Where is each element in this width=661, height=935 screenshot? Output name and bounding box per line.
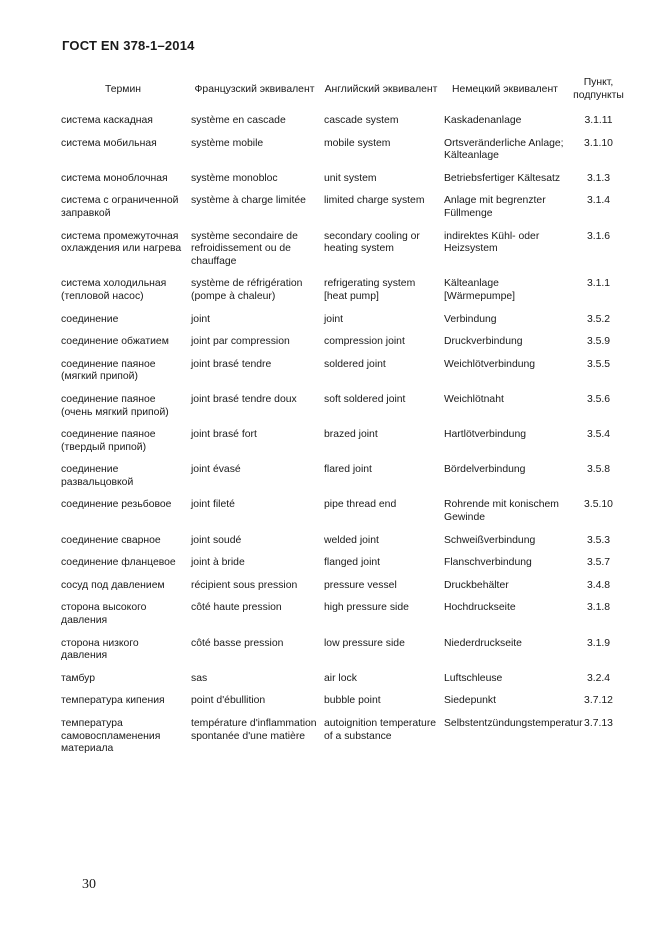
english-cell: compression joint — [324, 336, 405, 348]
german-cell: Hochdruckseite — [444, 602, 516, 614]
terms-table-header — [58, 75, 628, 113]
column-header-english: Английский эквивалент — [324, 83, 438, 95]
term-cell: тамбур — [61, 672, 96, 684]
english-cell: cascade system — [324, 115, 399, 126]
clause-cell: 3.1.3 — [586, 172, 611, 184]
english-cell: mobile system — [324, 137, 391, 149]
french-cell: joint évasé — [191, 464, 241, 476]
term-cell: сторона низкого давления — [61, 637, 139, 662]
clause-cell: 3.5.4 — [586, 429, 611, 441]
german-cell: Anlage mit begrenzter Füllmenge — [444, 195, 546, 219]
french-cell: joint soudé — [191, 534, 242, 546]
table-row — [58, 578, 628, 601]
clause-cell: 3.5.2 — [586, 313, 611, 325]
english-cell: flared joint — [324, 464, 372, 476]
clause-cell: 3.1.8 — [586, 602, 611, 614]
clause-cell: 3.5.9 — [586, 336, 611, 348]
column-header-term: Термин — [104, 83, 141, 95]
clause-cell: 3.1.11 — [584, 115, 613, 126]
german-cell: Selbstentzündungstemperatur — [444, 718, 583, 729]
english-cell: soft soldered joint — [324, 393, 406, 405]
term-cell: соединение — [61, 313, 119, 325]
table-row — [58, 462, 628, 497]
english-cell: joint — [324, 313, 344, 325]
term-cell: система с ограниченной заправкой — [61, 195, 179, 219]
terms-table — [58, 75, 628, 764]
german-cell: Rohrende mit konischem Gewinde — [444, 499, 559, 524]
german-cell: Bördelverbindung — [444, 464, 526, 476]
clause-cell: 3.4.8 — [586, 579, 611, 591]
french-cell: joint brasé fort — [191, 429, 257, 441]
clause-cell: 3.5.7 — [586, 557, 611, 569]
german-cell: Niederdruckseite — [444, 637, 522, 649]
english-cell: high pressure side — [324, 602, 409, 614]
english-cell: autoignition temperature of a substance — [324, 718, 437, 742]
table-row — [58, 427, 628, 462]
german-cell: Luftschleuse — [444, 672, 503, 684]
english-cell: air lock — [324, 672, 357, 684]
french-cell: point d'ébullition — [191, 695, 266, 707]
english-cell: brazed joint — [324, 429, 378, 441]
table-row — [58, 671, 628, 694]
term-cell: соединение паяное (мягкий припой) — [61, 358, 156, 383]
english-cell: welded joint — [324, 534, 379, 546]
german-cell: Weichlötnaht — [444, 393, 504, 405]
clause-cell: 3.5.6 — [586, 393, 611, 405]
clause-cell: 3.2.4 — [586, 672, 611, 684]
table-row — [58, 334, 628, 357]
table-row — [58, 392, 628, 427]
clause-cell: 3.1.1 — [586, 278, 611, 290]
french-cell: côté basse pression — [191, 637, 284, 649]
french-cell: système monobloc — [191, 172, 278, 184]
english-cell: secondary cooling or heating system — [324, 230, 420, 255]
english-cell: flanged joint — [324, 557, 381, 569]
term-cell: температура кипения — [61, 695, 165, 707]
german-cell: Druckbehälter — [444, 579, 509, 591]
english-cell: bubble point — [324, 695, 381, 707]
french-cell: côté haute pression — [191, 602, 282, 614]
term-cell: соединение обжатием — [61, 336, 169, 348]
german-cell: Druckverbindung — [444, 336, 523, 348]
german-cell: Verbindung — [444, 313, 497, 325]
column-header-french: Французский эквивалент — [194, 83, 315, 95]
terms-table-body — [58, 113, 628, 764]
french-cell: joint fileté — [191, 499, 235, 511]
clause-cell: 3.5.8 — [586, 464, 611, 476]
german-cell: Flanschverbindung — [444, 557, 532, 569]
english-cell: pipe thread end — [324, 499, 397, 511]
german-cell: Betriebsfertiger Kältesatz — [444, 172, 561, 184]
clause-cell: 3.7.13 — [584, 718, 613, 729]
term-cell: система каскадная — [61, 115, 153, 126]
term-cell: температура самовоспламенения материала — [61, 718, 161, 755]
german-cell: indirektes Kühl- oder Heizsystem — [444, 230, 540, 255]
table-row — [58, 533, 628, 556]
clause-cell: 3.5.3 — [586, 534, 611, 546]
clause-cell: 3.7.12 — [584, 695, 613, 707]
term-cell: соединение развальцовкой — [61, 464, 134, 488]
term-cell: сторона высокого давления — [61, 602, 147, 627]
table-row — [58, 171, 628, 194]
page-number: 30 — [82, 877, 96, 892]
term-cell: сосуд под давлением — [61, 579, 165, 591]
german-cell: Schweißverbindung — [444, 534, 536, 546]
table-row — [58, 113, 628, 136]
term-cell: соединение сварное — [61, 534, 161, 546]
column-header-clause: Пункт, подпункты — [573, 77, 624, 101]
table-row — [58, 276, 628, 311]
table-row — [58, 357, 628, 392]
table-row — [58, 693, 628, 716]
french-cell: système de réfrigération (pompe à chaleur) — [191, 278, 303, 302]
german-cell: Hartlötverbindung — [444, 429, 527, 441]
french-cell: joint brasé tendre — [191, 358, 272, 370]
term-cell: система мобильная — [61, 137, 157, 149]
table-row — [58, 312, 628, 335]
english-cell: limited charge system — [324, 195, 425, 207]
clause-cell: 3.1.6 — [586, 230, 611, 242]
english-cell: low pressure side — [324, 637, 405, 649]
term-cell: система промежуточная охлаждения или нагрева — [61, 230, 182, 255]
term-cell: система холодильная (тепловой насос) — [61, 278, 167, 302]
french-cell: récipient sous pression — [191, 579, 298, 591]
term-cell: соединение резьбовое — [61, 499, 172, 511]
german-cell: Kälteanlage [Wärmepumpe] — [444, 278, 516, 302]
term-cell: соединение паяное (твердый припой) — [61, 429, 156, 453]
table-row — [58, 555, 628, 578]
term-cell: соединение фланцевое — [61, 557, 176, 569]
french-cell: température d'inflammation spontanée d'une matière — [191, 718, 317, 742]
french-cell: système à charge limitée — [191, 195, 306, 207]
clause-cell: 3.5.10 — [584, 499, 613, 511]
english-cell: unit system — [324, 172, 377, 184]
header-row — [58, 75, 628, 113]
table-row — [58, 716, 628, 764]
document-header: ГОСТ EN 378-1–2014 — [62, 38, 195, 53]
term-cell: соединение паяное (очень мягкий припой) — [61, 393, 169, 418]
french-cell: système secondaire de refroidissement ou de chauffage — [191, 230, 298, 267]
table-row — [58, 193, 628, 228]
german-cell: Ortsveränderliche Anlage; Kälteanlage — [444, 137, 564, 162]
term-cell: система моноблочная — [61, 172, 168, 184]
table-row — [58, 136, 628, 171]
table-row — [58, 229, 628, 277]
table-row — [58, 497, 628, 532]
german-cell: Siedepunkt — [444, 695, 496, 707]
clause-cell: 3.1.4 — [586, 195, 611, 207]
english-cell: refrigerating system [heat pump] — [324, 278, 416, 302]
german-cell: Weichlötverbindung — [444, 358, 536, 370]
german-cell: Kaskadenanlage — [444, 115, 522, 126]
table-row — [58, 600, 628, 635]
table-row — [58, 636, 628, 671]
french-cell: sas — [191, 672, 208, 684]
french-cell: système mobile — [191, 137, 264, 149]
english-cell: soldered joint — [324, 358, 386, 370]
french-cell: joint brasé tendre doux — [191, 393, 297, 405]
french-cell: joint à bride — [191, 557, 245, 569]
clause-cell: 3.1.9 — [586, 637, 611, 649]
clause-cell: 3.5.5 — [586, 358, 611, 370]
english-cell: pressure vessel — [324, 579, 397, 591]
column-header-german: Немецкий эквивалент — [452, 83, 558, 95]
french-cell: joint par compression — [191, 336, 290, 348]
french-cell: joint — [191, 313, 211, 325]
french-cell: système en cascade — [191, 115, 286, 126]
clause-cell: 3.1.10 — [584, 137, 613, 149]
